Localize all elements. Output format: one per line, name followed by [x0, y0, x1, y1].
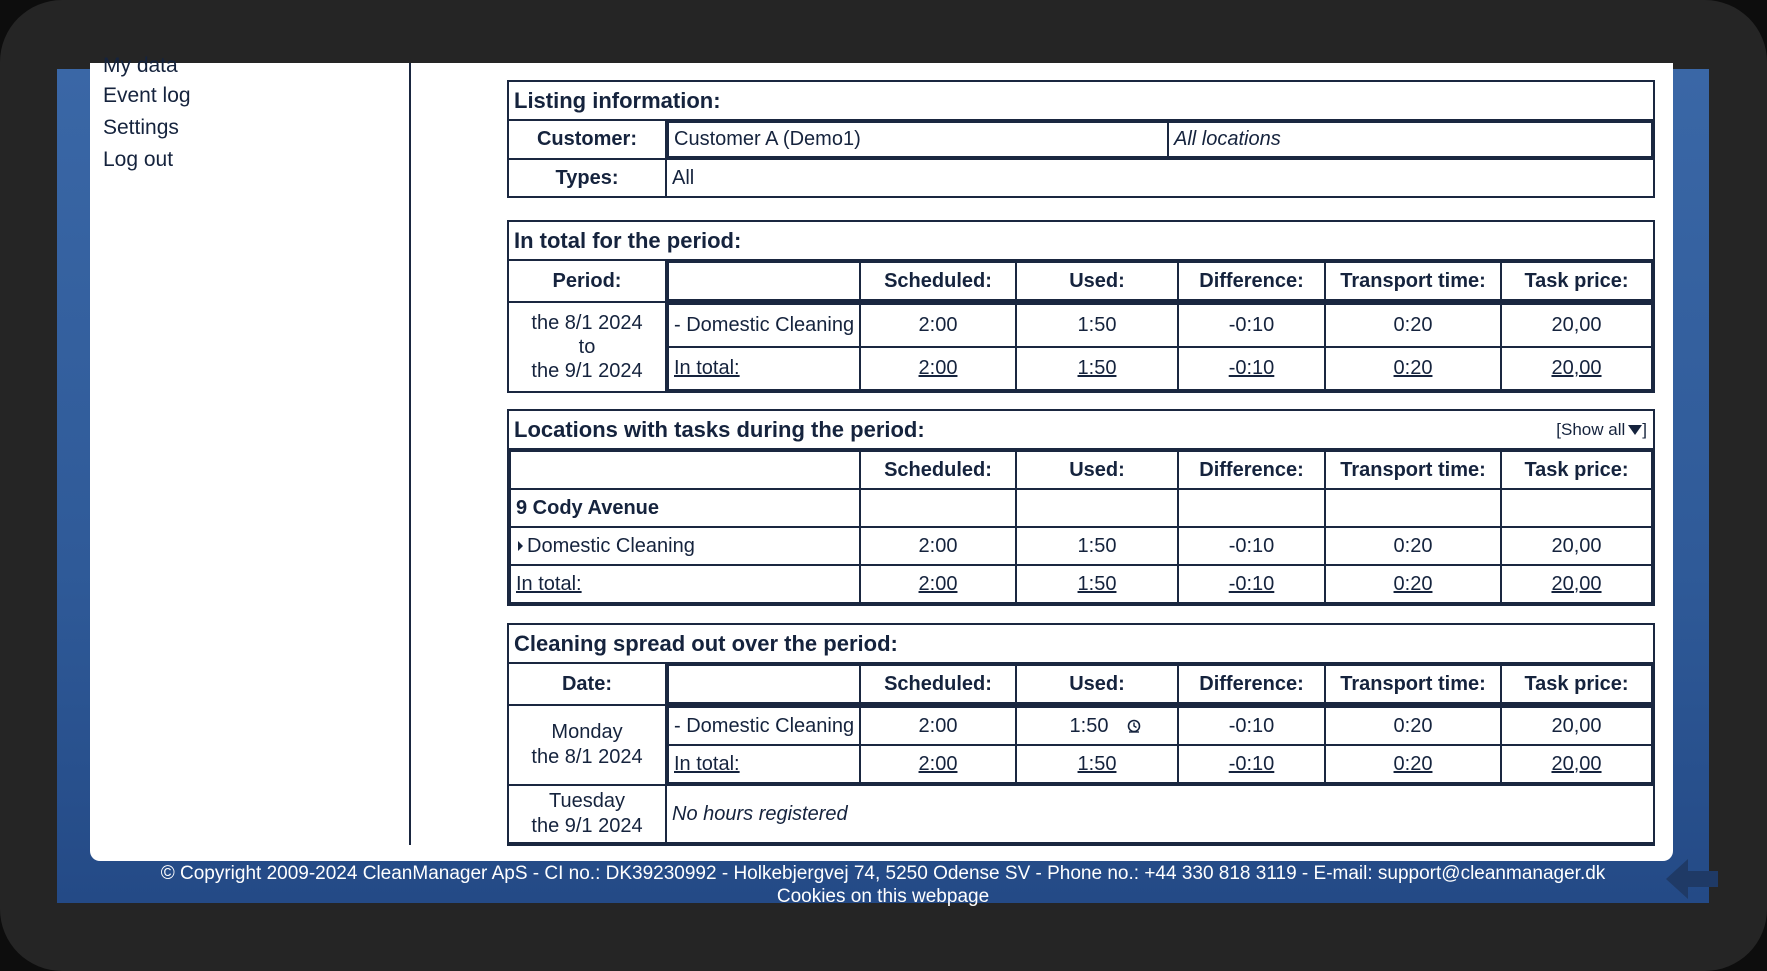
spread-title: Cleaning spread out over the period:: [508, 624, 1654, 663]
locations-value: All locations: [1168, 122, 1652, 157]
spread-table: [507, 623, 1655, 846]
page-content: [90, 54, 1673, 861]
location-task-transport: 0:20: [1325, 527, 1501, 565]
day1-total-transport[interactable]: 0:20: [1325, 745, 1501, 783]
show-all-button[interactable]: [Show all ]: [1556, 420, 1647, 439]
day1-task-used-cell: [1016, 707, 1178, 745]
period-row-price: 20,00: [1501, 304, 1652, 347]
period-row-name: - Domestic Cleaning: [668, 304, 860, 347]
footer-copyright: © Copyright 2009-2024 CleanManager ApS - CI no.: DK39230992 - Holkebjergvej 74, 5250 Odense SV - Phone no.: +44 330 818 3119 - E-mail: support@cleanmanager.dk: [160, 863, 1606, 884]
period-total-difference[interactable]: -0:10: [1178, 347, 1325, 390]
period-label: Period:: [508, 260, 666, 302]
day1-total-used[interactable]: 1:50: [1016, 745, 1178, 783]
location-total-used[interactable]: 1:50: [1016, 565, 1178, 603]
sidebar: [90, 54, 411, 845]
locations-body: [508, 449, 1654, 605]
col-used: Used:: [1016, 262, 1178, 300]
spread-col-transport: Transport time:: [1325, 665, 1501, 703]
period-row-scheduled: 2:00: [860, 304, 1016, 347]
period-to: the 9/1 2024: [531, 360, 643, 382]
period-row: [668, 304, 1652, 347]
day2-note: No hours registered: [666, 785, 1654, 844]
customer-cell: [666, 120, 1654, 159]
location-total-scheduled[interactable]: 2:00: [860, 565, 1016, 603]
period-range: [508, 302, 666, 392]
listing-info-title: Listing information:: [508, 81, 1654, 120]
sidebar-item-log-out[interactable]: Log out: [103, 148, 174, 171]
types-label: Types:: [508, 159, 666, 197]
day1-total-row: [668, 745, 1652, 783]
location-total-difference[interactable]: -0:10: [1178, 565, 1325, 603]
loc-col-scheduled: Scheduled:: [860, 451, 1016, 489]
period-values-cell: [666, 302, 1654, 392]
day1-values-cell: [666, 705, 1654, 785]
caret-right-icon[interactable]: [516, 540, 524, 552]
spread-col-difference: Difference:: [1178, 665, 1325, 703]
location-task-used: 1:50: [1016, 527, 1178, 565]
footer: [57, 862, 1709, 908]
sidebar-item-my-data[interactable]: My data: [103, 54, 178, 77]
listing-info-table: [507, 80, 1655, 198]
customer-value: Customer A (Demo1): [668, 122, 1168, 157]
location-name: 9 Cody Avenue: [510, 489, 860, 527]
period-total-name[interactable]: In total:: [668, 347, 860, 390]
col-scheduled: Scheduled:: [860, 262, 1016, 300]
day1-task-used: 1:50: [1069, 714, 1109, 737]
location-task-name: Domestic Cleaning: [527, 534, 695, 557]
day1-date: [508, 705, 666, 785]
day1-date-text: the 8/1 2024: [531, 746, 643, 768]
day1-task-difference: -0:10: [1178, 707, 1325, 745]
loc-col-price: Task price:: [1501, 451, 1652, 489]
period-total-scheduled[interactable]: 2:00: [860, 347, 1016, 390]
period-total-price[interactable]: 20,00: [1501, 347, 1652, 390]
spread-col-used: Used:: [1016, 665, 1178, 703]
customer-label: Customer:: [508, 120, 666, 159]
period-total-table: [507, 220, 1655, 393]
show-all-label: [Show all: [1556, 420, 1626, 439]
caret-down-icon: [1628, 425, 1642, 435]
day1-task-row: [668, 707, 1652, 745]
cookies-link[interactable]: Cookies on this webpage: [776, 886, 990, 907]
day1-task-name: - Domestic Cleaning: [668, 707, 860, 745]
day1-total-difference[interactable]: -0:10: [1178, 745, 1325, 783]
loc-col-used: Used:: [1016, 451, 1178, 489]
locations-header-row: [510, 451, 1652, 489]
location-task-price: 20,00: [1501, 527, 1652, 565]
location-task-name-cell[interactable]: [510, 527, 860, 565]
day2-date-text: the 9/1 2024: [531, 815, 643, 837]
location-task-scheduled: 2:00: [860, 527, 1016, 565]
date-label: Date:: [508, 663, 666, 705]
location-task-difference: -0:10: [1178, 527, 1325, 565]
period-header-cell: [666, 260, 1654, 302]
period-to-word: to: [578, 336, 596, 358]
day1-total-price[interactable]: 20,00: [1501, 745, 1652, 783]
day2-date: [508, 785, 666, 844]
spread-header-cell: [666, 663, 1654, 705]
sidebar-item-settings[interactable]: Settings: [103, 116, 179, 139]
period-total-title: In total for the period:: [508, 221, 1654, 260]
period-row-used: 1:50: [1016, 304, 1178, 347]
loc-col-transport: Transport time:: [1325, 451, 1501, 489]
location-total-row: [510, 565, 1652, 603]
day1-weekday: Monday: [551, 721, 623, 743]
location-total-transport[interactable]: 0:20: [1325, 565, 1501, 603]
day1-task-scheduled: 2:00: [860, 707, 1016, 745]
sidebar-item-event-log[interactable]: Event log: [103, 84, 191, 107]
location-task-row[interactable]: [510, 527, 1652, 565]
spread-col-scheduled: Scheduled:: [860, 665, 1016, 703]
day1-task-price: 20,00: [1501, 707, 1652, 745]
period-total-used[interactable]: 1:50: [1016, 347, 1178, 390]
col-price: Task price:: [1501, 262, 1652, 300]
col-transport: Transport time:: [1325, 262, 1501, 300]
day1-total-scheduled[interactable]: 2:00: [860, 745, 1016, 783]
period-from: the 8/1 2024: [531, 312, 643, 334]
day1-task-transport: 0:20: [1325, 707, 1501, 745]
loc-col-difference: Difference:: [1178, 451, 1325, 489]
locations-header: [508, 410, 1654, 449]
period-row-difference: -0:10: [1178, 304, 1325, 347]
locations-table: [507, 409, 1655, 606]
browser-viewport: [57, 54, 1709, 907]
spread-col-price: Task price:: [1501, 665, 1652, 703]
location-total-name[interactable]: In total:: [510, 565, 860, 603]
col-difference: Difference:: [1178, 262, 1325, 300]
day2-weekday: Tuesday: [549, 790, 625, 812]
clock-icon[interactable]: [1126, 718, 1142, 734]
period-total-row: [668, 347, 1652, 390]
period-row-transport: 0:20: [1325, 304, 1501, 347]
period-total-transport[interactable]: 0:20: [1325, 347, 1501, 390]
day1-total-name[interactable]: In total:: [668, 745, 860, 783]
types-value: All: [666, 159, 1654, 197]
location-total-price[interactable]: 20,00: [1501, 565, 1652, 603]
locations-title: Locations with tasks during the period:: [514, 416, 925, 442]
